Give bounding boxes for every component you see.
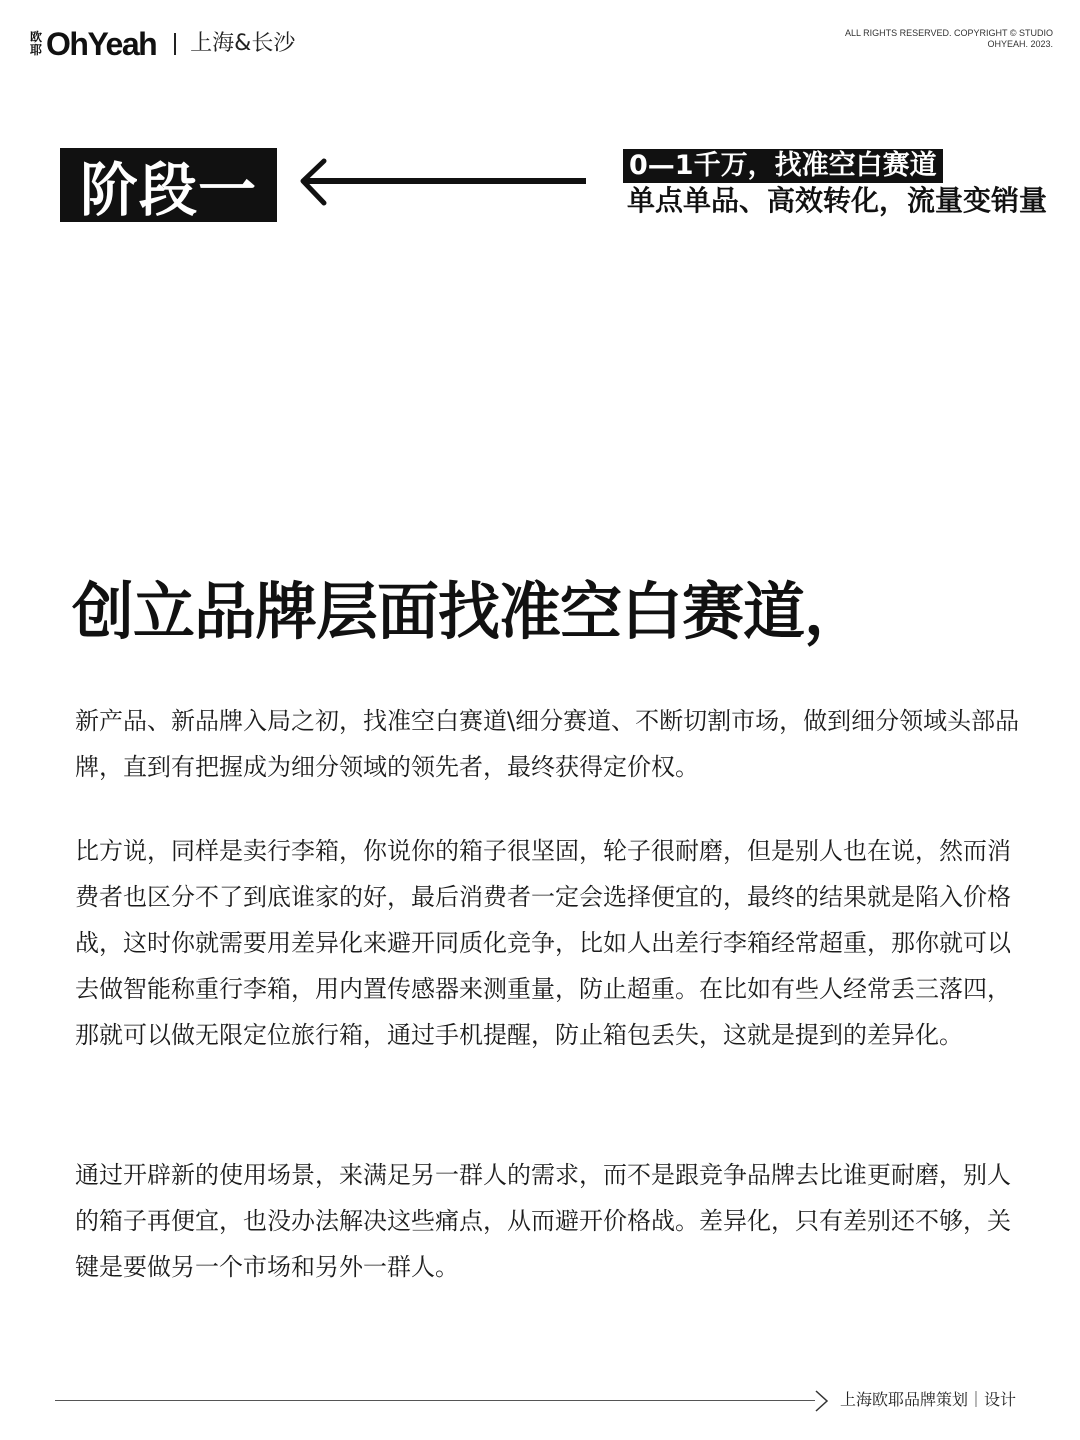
stage-tagline-sub: 单点单品、高效转化，流量变销量 bbox=[627, 184, 1048, 217]
section-headline: 创立品牌层面找准空白赛道， bbox=[72, 575, 866, 648]
chevron-right-icon bbox=[812, 1388, 832, 1414]
copyright-line-2: OHYEAH. 2023. bbox=[987, 39, 1053, 49]
logo-cn-top: 欧 bbox=[30, 30, 43, 44]
arrow-left-icon bbox=[296, 158, 592, 208]
paragraph-1: 新产品、新品牌入局之初，找准空白赛道\细分赛道、不断切割市场，做到细分领域头部品牌，直到有把握成为细分领域的领先者，最终获得定价权。 bbox=[75, 707, 1020, 781]
copyright-line-1: ALL RIGHTS RESERVED. COPYRIGHT © STUDIO bbox=[844, 28, 1053, 38]
paragraph-3: 通过开辟新的使用场景，来满足另一群人的需求，而不是跟竞争品牌去比谁更耐磨，别人的箱子再便宜，也没办法解决这些痛点，从而避开价格战。差异化，只有差别还不够，关键是要做另一个市场和另外一群人。 bbox=[75, 1161, 1011, 1281]
copyright-notice bbox=[823, 28, 1053, 50]
brand-logo: OhYeah bbox=[46, 26, 157, 62]
paragraph-2: 比方说，同样是卖行李箱，你说你的箱子很坚固，轮子很耐磨，但是别人也在说，然而消费者也区分不了到底谁家的好，最后消费者一定会选择便宜的，最终的结果就是陷入价格战，这时你就需要用差异化来避开同质化竞争，比如人出差行李箱经常超重，那你就可以去做智能称重行李箱，用内置传感器来测重量，防止超重。在比如有些人经常丢三落四，那就可以做无限定位旅行箱，通过手机提醒，防止箱包丢失，这就是提到的差异化。 bbox=[75, 837, 1011, 1049]
footer-divider bbox=[55, 1400, 815, 1401]
header-divider bbox=[174, 33, 176, 55]
stage-tagline-highlight: 0—1千万，找准空白赛道 bbox=[623, 149, 943, 183]
logo-cn-bottom: 耶 bbox=[30, 43, 43, 57]
stage-label: 阶段一 bbox=[60, 148, 277, 222]
header bbox=[30, 24, 295, 64]
logo-cn bbox=[30, 31, 42, 57]
header-location: 上海&长沙 bbox=[190, 31, 296, 56]
footer-credit: 上海欧耶品牌策划｜设计 bbox=[840, 1390, 1017, 1409]
